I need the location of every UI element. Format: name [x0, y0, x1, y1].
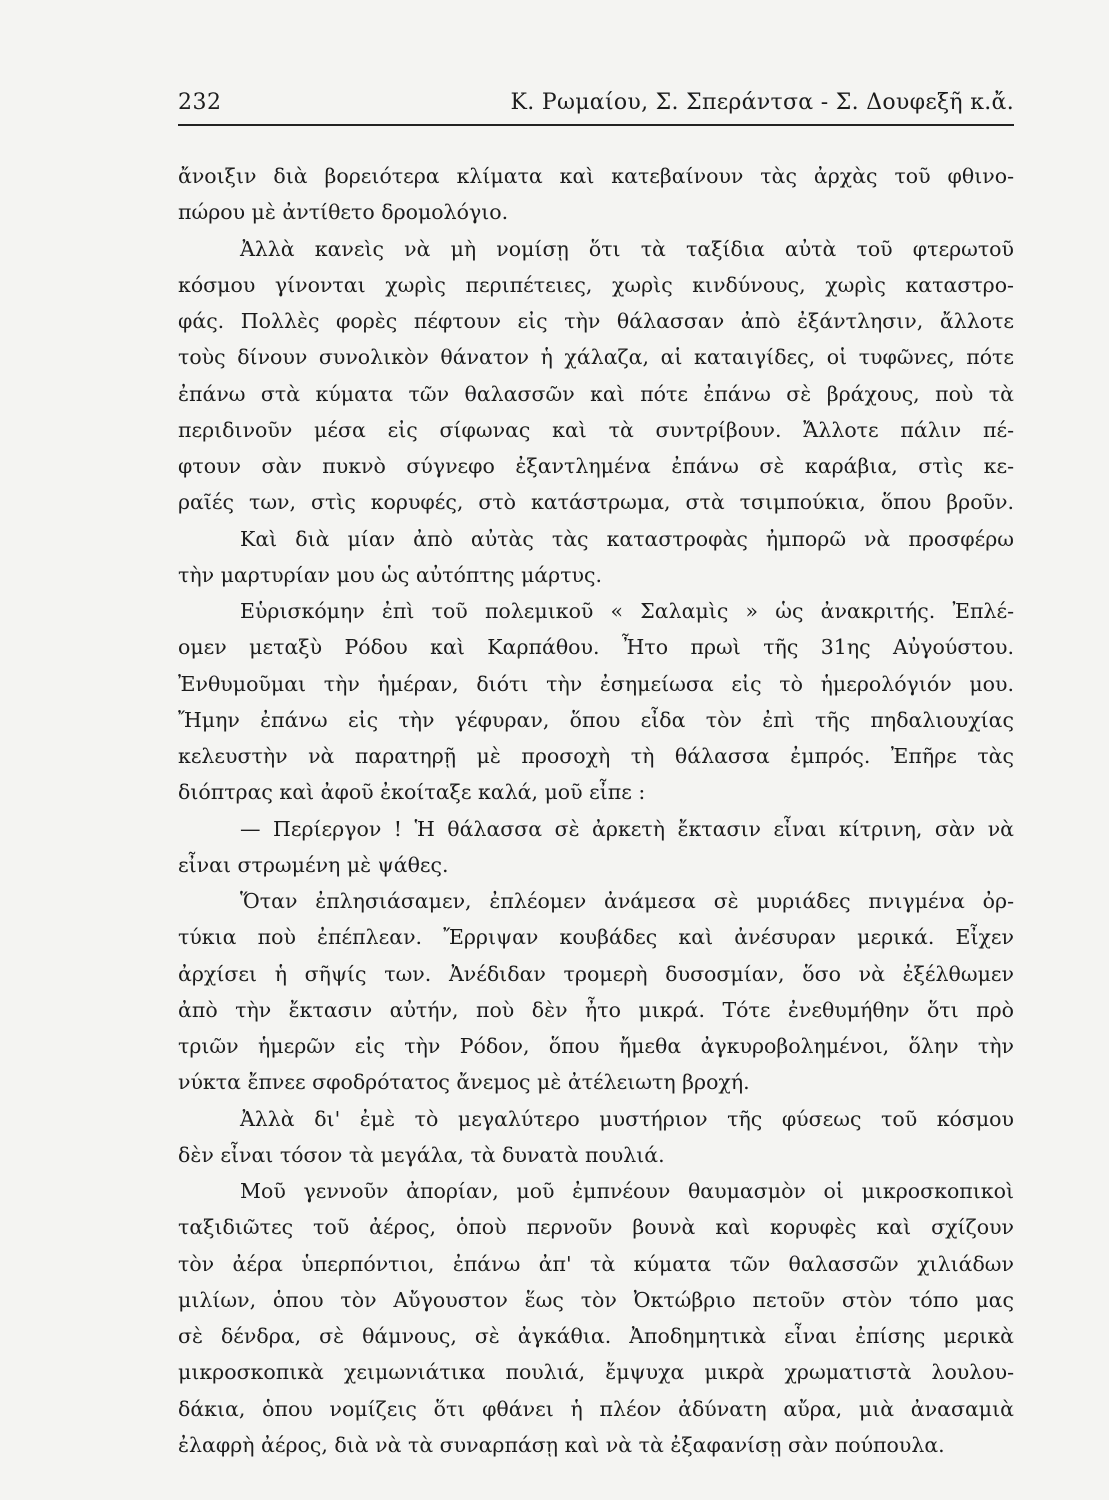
text-line: — Περίεργον ! Ἡ θάλασσα σὲ ἀρκετὴ ἔκτασιν εἶναι κίτρινη, σὰν νὰ [240, 816, 1014, 841]
text-line: περιδινοῦν μέσα εἰς σίφωνας καὶ τὰ συντρίβουν. Ἄλλοτε πάλιν πέ- [178, 417, 1014, 442]
text-line: μικροσκοπικὰ χειμωνιάτικα πουλιά, ἔμψυχα μικρὰ χρωματιστὰ λουλου- [178, 1360, 1014, 1385]
text-line: νύκτα ἔπνεε σφοδρότατος ἄνεμος μὲ ἀτέλειωτη βροχή. [178, 1070, 750, 1095]
running-head: Κ. Ρωμαίου, Σ. Σπεράντσα - Σ. Δουφεξῆ κ.ἄ. [510, 90, 1014, 115]
header-rule [178, 124, 1014, 126]
text-line: ἐλαφρὴ ἀέρος, διὰ νὰ τὰ συναρπάσῃ καὶ νὰ τὰ ἐξαφανίσῃ σὰν πούπουλα. [178, 1432, 945, 1457]
text-line: εἶναι στρωμένη μὲ ψάθες. [178, 852, 449, 877]
text-line: ομεν μεταξὺ Ρόδου καὶ Καρπάθου. Ἦτο πρωὶ τῆς 31ης Αὐγούστου. [178, 635, 1014, 660]
text-line: πώρου μὲ ἀντίθετο δρομολόγιο. [178, 200, 509, 225]
text-line: σὲ δένδρα, σὲ θάμνους, σὲ ἀγκάθια. Ἀποδημητικὰ εἶναι ἐπίσης μερικὰ [178, 1324, 1014, 1348]
page-header [178, 84, 1014, 124]
text-line: Ἐνθυμοῦμαι τὴν ἡμέραν, διότι τὴν ἐσημείωσα εἰς τὸ ἡμερολόγιόν μου. [178, 671, 1014, 696]
text-line: ἐπάνω στὰ κύματα τῶν θαλασσῶν καὶ πότε ἐπάνω σὲ βράχους, ποὺ τὰ [178, 381, 1014, 406]
text-line: τὴν μαρτυρίαν μου ὡς αὐτόπτης μάρτυς. [178, 562, 602, 587]
text-line: διόπτρας καὶ ἀφοῦ ἐκοίταξε καλά, μοῦ εἶπε : [178, 780, 646, 805]
text-line: Ὅταν ἐπλησιάσαμεν, ἐπλέομεν ἀνάμεσα σὲ μυριάδες πνιγμένα ὀρ- [240, 889, 1014, 913]
page-number: 232 [178, 90, 222, 115]
text-line: φτουν σὰν πυκνὸ σύγνεφο ἐξαντλημένα ἐπάνω σὲ καράβια, στὶς κε- [178, 454, 1014, 478]
text-line: Εὑρισκόμην ἐπὶ τοῦ πολεμικοῦ « Σαλαμὶς » ὡς ἀνακριτής. Ἐπλέ- [240, 599, 1014, 623]
text-line: δὲν εἶναι τόσον τὰ μεγάλα, τὰ δυνατὰ πουλιά. [178, 1142, 665, 1167]
text-line: ραῖές των, στὶς κορυφές, στὸ κατάστρωμα, στὰ τσιμπούκια, ὅπου βροῦν. [178, 490, 1014, 515]
text-line: Ἀλλὰ κανεὶς νὰ μὴ νομίσῃ ὅτι τὰ ταξίδια αὐτὰ τοῦ φτερωτοῦ [240, 236, 1014, 261]
text-line: Ἀλλὰ δι' ἐμὲ τὸ μεγαλύτερο μυστήριον τῆς φύσεως τοῦ κόσμου [240, 1106, 1014, 1131]
text-line: μιλίων, ὁπου τὸν Αὔγουστον ἕως τὸν Ὀκτώβριο πετοῦν στὸν τόπο μας [178, 1287, 1014, 1312]
text-line: φάς. Πολλὲς φορὲς πέφτουν εἰς τὴν θάλασσαν ἀπὸ ἐξάντλησιν, ἄλλοτε [178, 309, 1014, 333]
text-line: ἀπὸ τὴν ἔκτασιν αὐτήν, ποὺ δὲν ἦτο μικρά. Τότε ἐνεθυμήθην ὅτι πρὸ [178, 997, 1014, 1022]
text-line: τοὺς δίνουν συνολικὸν θάνατον ἡ χάλαζα, αἱ καταιγίδες, οἱ τυφῶνες, πότε [178, 345, 1014, 370]
text-line: κόσμου γίνονται χωρὶς περιπέτειες, χωρὶς κινδύνους, χωρὶς καταστρο- [178, 272, 1014, 297]
text-line: Ἤμην ἐπάνω εἰς τὴν γέφυραν, ὅπου εἶδα τὸν ἐπὶ τῆς πηδαλιουχίας [178, 707, 1014, 732]
text-line: ἀρχίσει ἡ σῆψίς των. Ἀνέδιδαν τρομερὴ δυσοσμίαν, ὅσο νὰ ἐξέλθωμεν [178, 961, 1014, 986]
text-line: τὸν ἀέρα ὑπερπόντιοι, ἐπάνω ἀπ' τὰ κύματα τῶν θαλασσῶν χιλιάδων [178, 1251, 1014, 1276]
body-text [178, 158, 1014, 1463]
text-line: τύκια ποὺ ἐπέπλεαν. Ἔρριψαν κουβάδες καὶ ἀνέσυραν μερικά. Εἶχεν [178, 925, 1014, 950]
text-line: ταξιδιῶτες τοῦ ἀέρος, ὁποὺ περνοῦν βουνὰ καὶ κορυφὲς καὶ σχίζουν [178, 1215, 1014, 1240]
text-line: Καὶ διὰ μίαν ἀπὸ αὐτὰς τὰς καταστροφὰς ἠμπορῶ νὰ προσφέρω [240, 526, 1014, 551]
text-line: ἄνοιξιν διὰ βορειότερα κλίματα καὶ κατεβαίνουν τὰς ἀρχὰς τοῦ φθινο- [178, 164, 1014, 188]
text-line: δάκια, ὁπου νομίζεις ὅτι φθάνει ἡ πλέον ἀδύνατη αὔρα, μιὰ ἀνασαμιὰ [178, 1396, 1014, 1421]
text-line: κελευστὴν νὰ παρατηρῇ μὲ προσοχὴ τὴ θάλασσα ἐμπρός. Ἐπῆρε τὰς [178, 744, 1014, 768]
text-line: Μοῦ γεννοῦν ἀπορίαν, μοῦ ἐμπνέουν θαυμασμὸν οἱ μικροσκοπικοὶ [240, 1179, 1014, 1203]
text-line: τριῶν ἡμερῶν εἰς τὴν Ρόδον, ὅπου ἤμεθα ἀγκυροβολημένοι, ὅλην τὴν [178, 1034, 1014, 1058]
